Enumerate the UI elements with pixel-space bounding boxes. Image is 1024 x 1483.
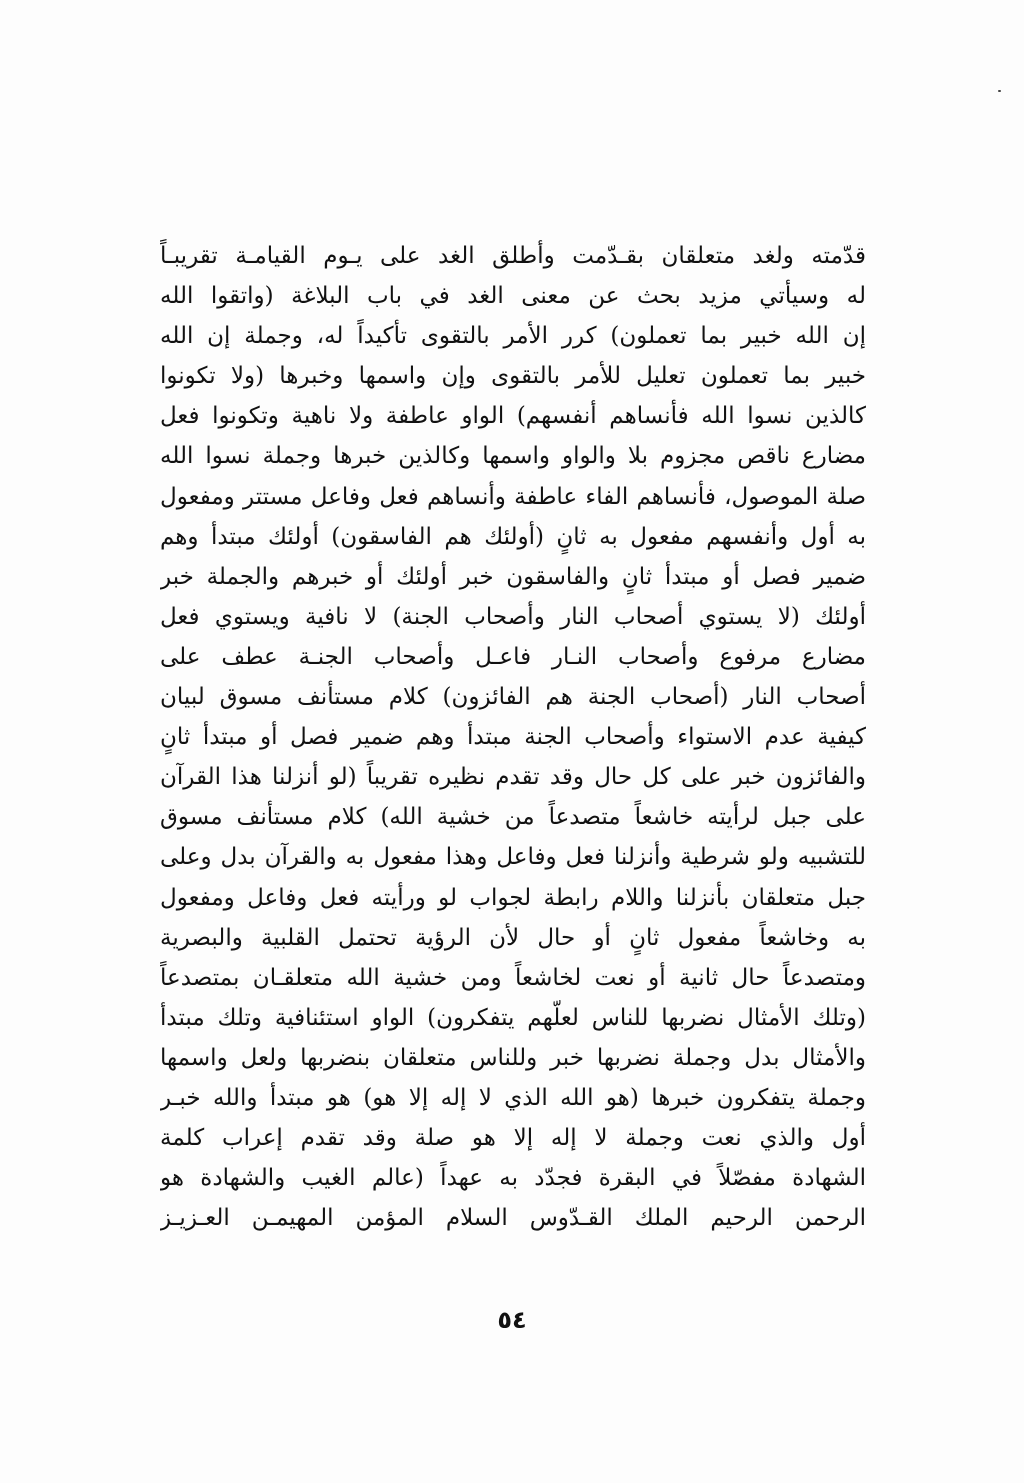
text-line: قدّمته ولغد متعلقان بقـدّمت وأطلق الغد على يـوم القيامـة تقريبـاً xyxy=(160,243,866,269)
text-line: مضارع مرفوع وأصحاب النـار فاعـل وأصحاب الجنـة عطف على xyxy=(160,643,866,670)
text-line: (وتلك الأمثال نضربها للناس لعلّهم يتفكرون) الواو استئنافية وتلك مبتدأ xyxy=(160,1004,866,1031)
text-line: والأمثال بدل وجملة نضربها خبر وللناس متعلقان بنضربها ولعل واسمها xyxy=(160,1044,866,1071)
text-line: إن الله خبير بما تعملون) كرر الأمر بالتقوى تأكيداً له، وجملة إن الله xyxy=(160,323,866,350)
text-line: الرحمن الرحيم الملك القـدّوس السلام المؤمن المهيمـن العـزيـز xyxy=(160,1205,866,1232)
scan-speck xyxy=(998,90,1001,92)
text-line: أول والذي نعت وجملة لا إله إلا هو صلة وقد تقدم إعراب كلمة xyxy=(160,1125,866,1152)
text-line: خبير بما تعملون تعليل للأمر بالتقوى وإن واسمها وخبرها (ولا تكونوا xyxy=(160,363,866,390)
text-line: أصحاب النار (أصحاب الجنة هم الفائزون) كلام مستأنف مسوق لبيان xyxy=(160,684,866,711)
text-line: صلة الموصول، فأنساهم الفاء عاطفة وأنساهم فعل وفاعل مستتر ومفعول xyxy=(160,483,866,510)
text-line: ومتصدعاً حال ثانية أو نعت لخاشعاً ومن خشية الله متعلقـان بمتصدعاً xyxy=(160,964,866,991)
body-text xyxy=(160,236,866,1238)
text-line: كالذين نسوا الله فأنساهم أنفسهم) الواو عاطفة ولا ناهية وتكونوا فعل xyxy=(160,403,866,430)
text-line: كيفية عدم الاستواء وأصحاب الجنة مبتدأ وهم ضمير فصل أو مبتدأ ثانٍ xyxy=(160,724,866,751)
text-line: على جبل لرأيته خاشعاً متصدعاً من خشية الله) كلام مستأنف مسوق xyxy=(160,804,866,831)
page-number: ٥٤ xyxy=(497,1306,527,1334)
text-line: جبل متعلقان بأنزلنا واللام رابطة لجواب لو ورأيته فعل وفاعل ومفعول xyxy=(160,884,866,911)
text-line: مضارع ناقص مجزوم بلا والواو واسمها وكالذين خبرها وجملة نسوا الله xyxy=(160,443,866,470)
text-line: ضمير فصل أو مبتدأ ثانٍ والفاسقون خبر أولئك أو خبرهم والجملة خبر xyxy=(160,563,866,590)
text-line: والفائزون خبر على كل حال وقد تقدم نظيره تقريباً (لو أنزلنا هذا القرآن xyxy=(160,764,866,791)
text-line: وجملة يتفكرون خبرها (هو الله الذي لا إله إلا هو) هو مبتدأ والله خبـر xyxy=(160,1084,866,1111)
text-line: له وسيأتي مزيد بحث عن معنى الغد في باب البلاغة (واتقوا الله xyxy=(160,283,866,310)
text-line: به أول وأنفسهم مفعول به ثانٍ (أولئك هم الفاسقون) أولئك مبتدأ وهم xyxy=(160,523,866,550)
text-line: الشهادة مفصّلاً في البقرة فجدّد به عهداً (عالم الغيب والشهادة هو xyxy=(160,1165,866,1192)
text-line: به وخاشعاً مفعول ثانٍ أو حال لأن الرؤية تحتمل القلبية والبصرية xyxy=(160,924,866,951)
text-line: أولئك (لا يستوي أصحاب النار وأصحاب الجنة) لا نافية ويستوي فعل xyxy=(160,603,866,630)
text-line: للتشبيه ولو شرطية وأنزلنا فعل وفاعل وهذا مفعول به والقرآن بدل وعلى xyxy=(160,844,866,871)
